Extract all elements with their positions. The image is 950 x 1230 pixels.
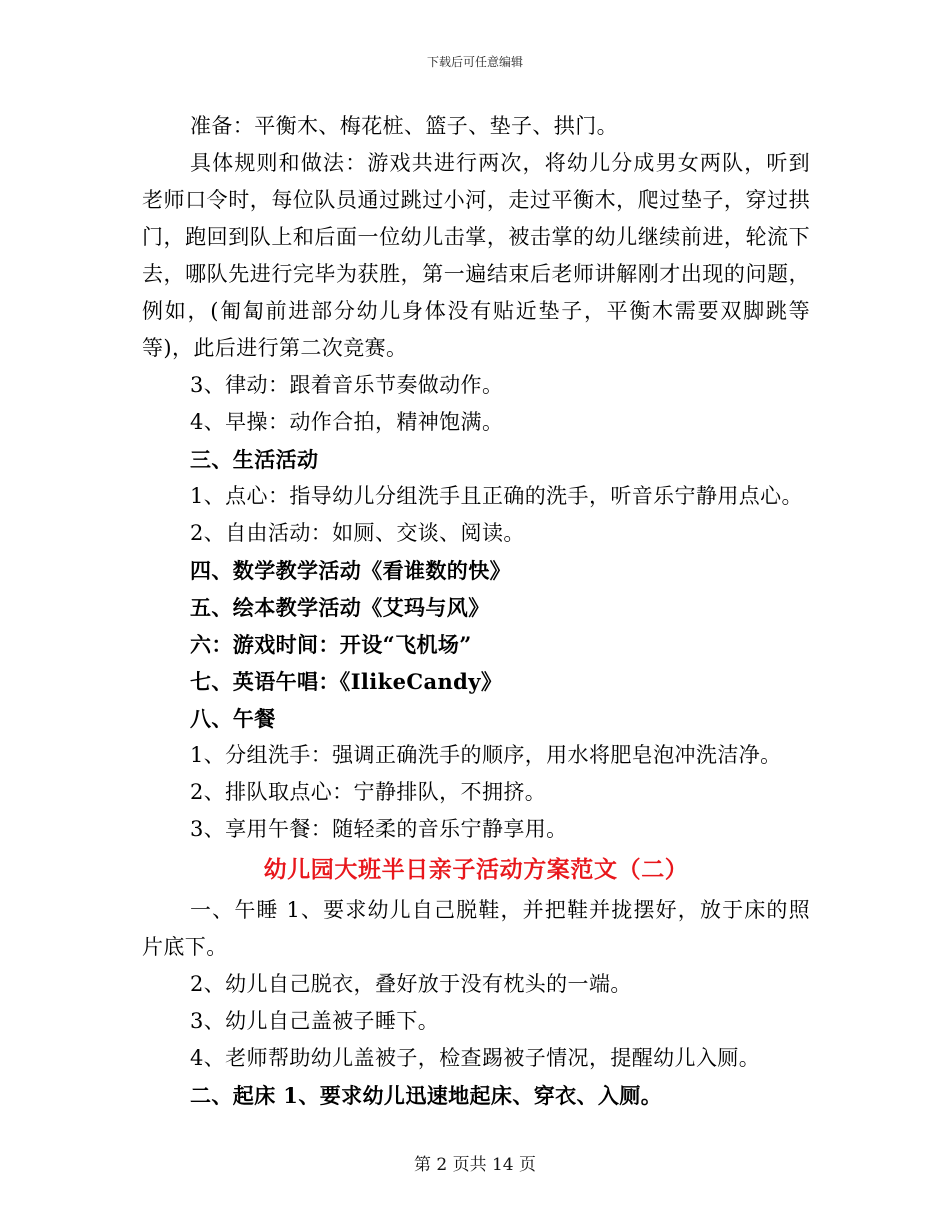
heading-english-song: 七、英语午唱：《IlikeCandy》 <box>190 669 503 694</box>
paragraph-enjoy-lunch: 3、享用午餐：随轻柔的音乐宁静享用。 <box>190 817 568 841</box>
page-header-note: 下载后可任意编辑 <box>426 55 523 69</box>
paragraph-cover-quilt: 3、幼儿自己盖被子睡下。 <box>190 1009 440 1033</box>
heading-get-up: 二、起床 1、要求幼儿迅速地起床、穿衣、入厕。 <box>190 1083 663 1108</box>
heading-game-time: 六：游戏时间：开设“飞机场” <box>190 632 472 657</box>
heading-math-activity: 四、数学教学活动《看谁数的快》 <box>190 558 511 583</box>
paragraph-queue: 2、排队取点心：宁静排队，不拥挤。 <box>190 780 547 804</box>
document-body <box>142 108 810 1114</box>
heading-life-activity: 三、生活活动 <box>190 447 319 472</box>
heading-lunch: 八、午餐 <box>190 706 276 731</box>
paragraph-rhythm: 3、律动：跟着音乐节奏做动作。 <box>190 373 504 397</box>
paragraph-wash-hands: 1、分组洗手：强调正确洗手的顺序，用水将肥皂泡冲洗洁净。 <box>190 743 782 767</box>
paragraph-teacher-help: 4、老师帮助幼儿盖被子，检查踢被子情况，提醒幼儿入厕。 <box>190 1046 761 1070</box>
section-title: 幼儿园大班半日亲子活动方案范文（二） <box>263 856 689 883</box>
paragraph-preparation: 准备：平衡木、梅花桩、篮子、垫子、拱门。 <box>190 114 618 138</box>
paragraph-nap: 一、午睡 1、要求幼儿自己脱鞋，并把鞋并拢摆好，放于床的照片底下。 <box>142 898 810 959</box>
paragraph-free-activity: 2、自由活动：如厕、交谈、阅读。 <box>190 521 525 545</box>
paragraph-rules: 具体规则和做法：游戏共进行两次，将幼儿分成男女两队，听到老师口令时，每位队员通过跳过小河，走过平衡木，爬过垫子，穿过拱门，跑回到队上和后面一位幼儿击掌，被击掌的幼儿继续前进，轮流下去，哪队先进行完毕为获胜，第一遍结束后老师讲解刚才出现的问题，例如，(匍匐前进部分幼儿身体没有贴近垫子，平衡木需要双脚跳等等)，此后进行第二次竞赛。 <box>142 151 810 360</box>
paragraph-undress: 2、幼儿自己脱衣，叠好放于没有枕头的一端。 <box>190 972 632 996</box>
paragraph-snack: 1、点心：指导幼儿分组洗手且正确的洗手，听音乐宁静用点心。 <box>190 484 803 508</box>
paragraph-morning-exercise: 4、早操：动作合拍，精神饱满。 <box>190 410 504 434</box>
page-footer: 第 2 页共 14 页 <box>413 1155 537 1175</box>
heading-picture-book-activity: 五、绘本教学活动《艾玛与风》 <box>190 595 490 620</box>
